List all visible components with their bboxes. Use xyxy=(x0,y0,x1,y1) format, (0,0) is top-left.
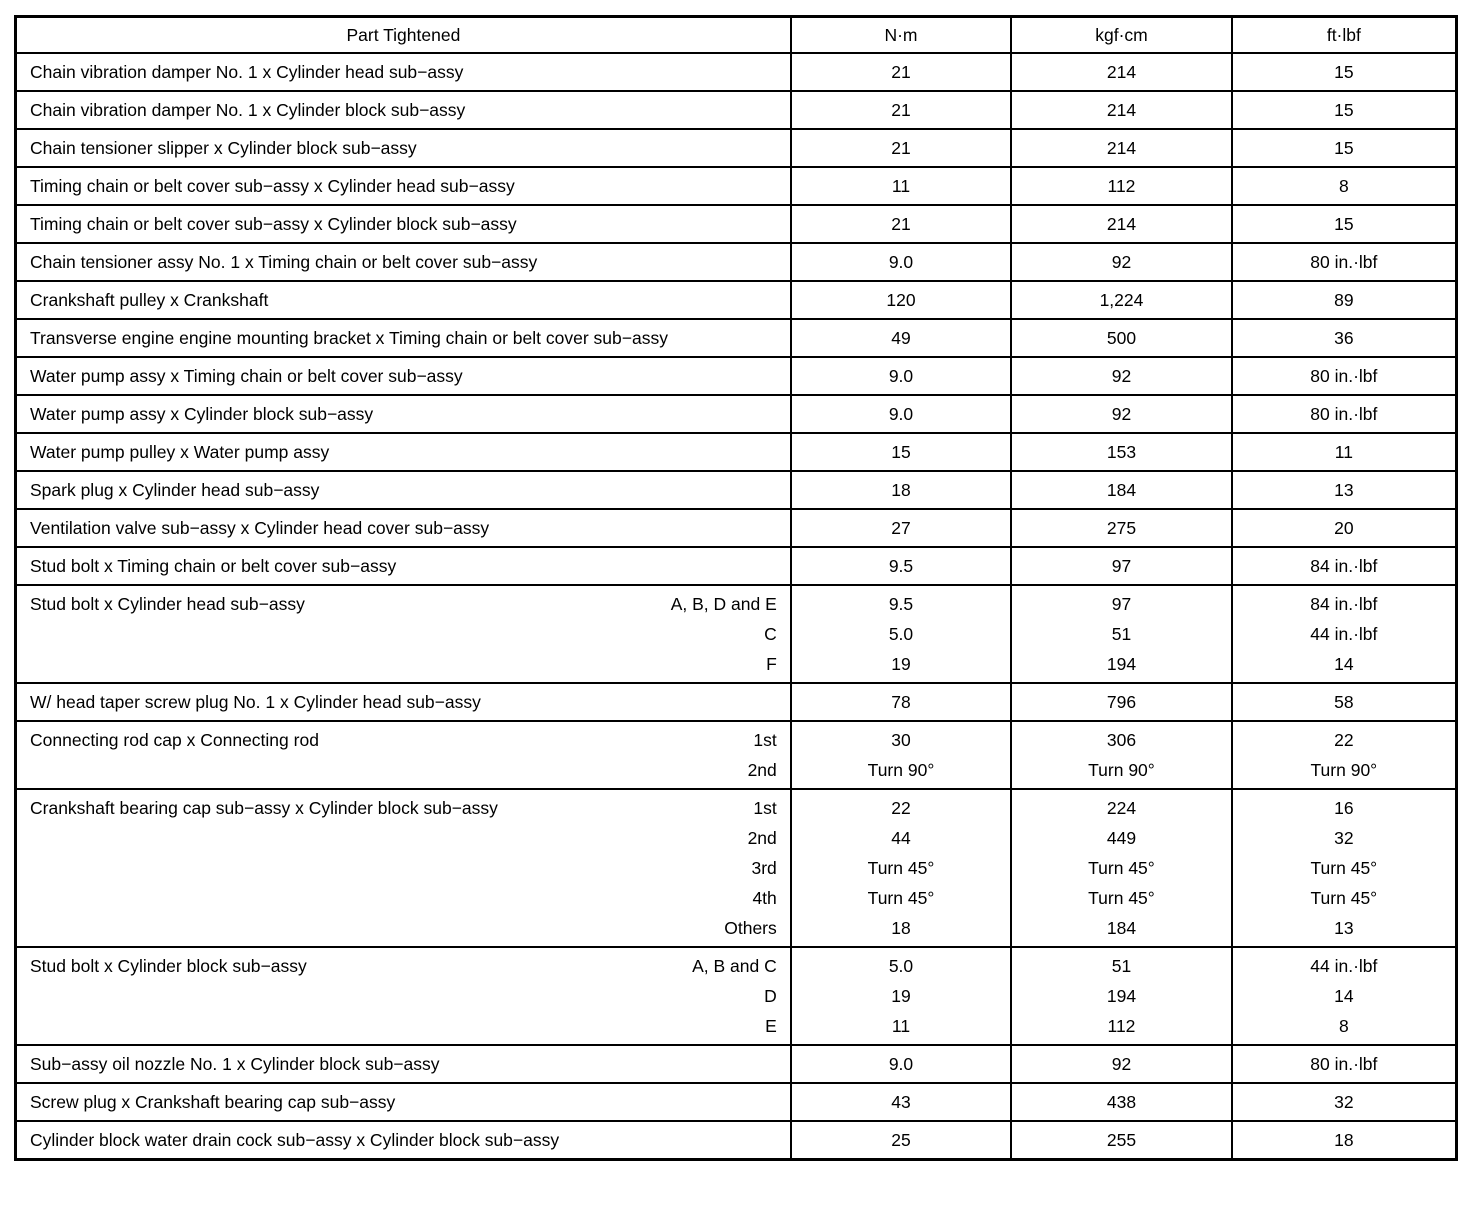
nm-value-cell xyxy=(791,243,1011,281)
table-row xyxy=(16,205,1457,243)
table-row xyxy=(16,281,1457,319)
value-line: 214 xyxy=(1106,62,1137,82)
condition-label: 1st xyxy=(753,730,777,750)
value-line: 184 xyxy=(1106,918,1137,938)
value-line: 9.0 xyxy=(888,1054,914,1074)
condition-label: D xyxy=(764,986,777,1006)
part-line xyxy=(30,793,777,823)
value-line: 92 xyxy=(1111,1054,1132,1074)
part-cell xyxy=(16,243,791,281)
kgfcm-value-cell xyxy=(1011,721,1231,789)
kgfcm-value-cell xyxy=(1011,1121,1231,1160)
part-label: Chain tensioner slipper x Cylinder block sub−assy xyxy=(30,138,417,158)
value-line: Turn 45° xyxy=(1310,858,1378,878)
nm-value-cell xyxy=(791,947,1011,1045)
ftlbf-value-cell xyxy=(1232,547,1457,585)
part-cell xyxy=(16,721,791,789)
value-line: 8 xyxy=(1338,1016,1349,1036)
part-label: Chain vibration damper No. 1 x Cylinder head sub−assy xyxy=(30,62,464,82)
value-line: 15 xyxy=(1334,138,1354,158)
value-line: 112 xyxy=(1107,1016,1136,1036)
value-line: 20 xyxy=(1334,518,1354,538)
value-line: 21 xyxy=(891,214,911,234)
value-line: 18 xyxy=(891,918,911,938)
kgfcm-value-cell xyxy=(1011,243,1231,281)
value-line: 9.0 xyxy=(888,252,914,272)
value-line: 224 xyxy=(1106,798,1137,818)
table-row xyxy=(16,167,1457,205)
condition-label: 3rd xyxy=(751,858,777,878)
part-label: Spark plug x Cylinder head sub−assy xyxy=(30,480,320,500)
value-line: 51 xyxy=(1111,956,1132,976)
kgfcm-value-cell xyxy=(1011,947,1231,1045)
part-label: Connecting rod cap x Connecting rod xyxy=(30,730,319,750)
kgfcm-value-cell xyxy=(1011,357,1231,395)
ftlbf-value-cell xyxy=(1232,53,1457,91)
value-line: 30 xyxy=(891,730,911,750)
value-line: 11 xyxy=(891,1016,911,1036)
value-line: 14 xyxy=(1334,986,1354,1006)
value-line: Turn 45° xyxy=(1310,888,1378,908)
value-line: 194 xyxy=(1106,986,1137,1006)
value-line: 22 xyxy=(1334,730,1354,750)
condition-label: Others xyxy=(724,918,777,938)
table-row xyxy=(16,471,1457,509)
part-label: Chain vibration damper No. 1 x Cylinder block sub−assy xyxy=(30,100,466,120)
value-line: 49 xyxy=(891,328,911,348)
nm-value-cell xyxy=(791,683,1011,721)
kgfcm-value-cell xyxy=(1011,683,1231,721)
table-row xyxy=(16,683,1457,721)
nm-value-cell xyxy=(791,357,1011,395)
value-line: 15 xyxy=(1334,62,1354,82)
ftlbf-value-cell xyxy=(1232,205,1457,243)
value-line: 32 xyxy=(1334,1092,1354,1112)
part-cell xyxy=(16,357,791,395)
nm-value-cell xyxy=(791,319,1011,357)
part-cell xyxy=(16,205,791,243)
condition-label: 1st xyxy=(753,798,777,818)
table-row xyxy=(16,319,1457,357)
part-cell xyxy=(16,1083,791,1121)
column-header-kgfcm: kgf·cm xyxy=(1011,17,1231,54)
ftlbf-value-cell xyxy=(1232,585,1457,683)
ftlbf-value-cell xyxy=(1232,319,1457,357)
part-cell xyxy=(16,947,791,1045)
ftlbf-value-cell xyxy=(1232,433,1457,471)
part-cell xyxy=(16,1045,791,1083)
ftlbf-value-cell xyxy=(1232,395,1457,433)
ftlbf-value-cell xyxy=(1232,947,1457,1045)
value-line: 15 xyxy=(1334,100,1354,120)
value-line: 214 xyxy=(1106,100,1137,120)
value-line: 449 xyxy=(1106,828,1137,848)
table-row xyxy=(16,789,1457,947)
nm-value-cell xyxy=(791,53,1011,91)
nm-value-cell xyxy=(791,395,1011,433)
value-line: 796 xyxy=(1106,692,1137,712)
nm-value-cell xyxy=(791,547,1011,585)
value-line: 9.5 xyxy=(888,594,914,614)
condition-label: E xyxy=(765,1016,777,1036)
ftlbf-value-cell xyxy=(1232,509,1457,547)
value-line: 5.0 xyxy=(888,624,914,644)
value-line: 84 in.·lbf xyxy=(1310,594,1378,614)
table-row xyxy=(16,91,1457,129)
part-cell xyxy=(16,471,791,509)
part-cell xyxy=(16,167,791,205)
value-line: Turn 45° xyxy=(867,858,935,878)
table-row xyxy=(16,1083,1457,1121)
part-label: Water pump pulley x Water pump assy xyxy=(30,442,330,462)
value-line: Turn 45° xyxy=(1088,888,1155,908)
part-label: Water pump assy x Timing chain or belt cover sub−assy xyxy=(30,366,463,386)
kgfcm-value-cell xyxy=(1011,319,1231,357)
ftlbf-value-cell xyxy=(1232,1083,1457,1121)
value-line: 44 in.·lbf xyxy=(1310,624,1378,644)
part-line xyxy=(30,725,777,755)
part-label: Stud bolt x Cylinder head sub−assy xyxy=(30,594,305,614)
part-label: Stud bolt x Timing chain or belt cover sub−assy xyxy=(30,556,397,576)
table-row xyxy=(16,1045,1457,1083)
nm-value-cell xyxy=(791,1083,1011,1121)
nm-value-cell xyxy=(791,433,1011,471)
condition-label: A, B and C xyxy=(692,956,777,976)
value-line: 44 in.·lbf xyxy=(1310,956,1378,976)
value-line: 21 xyxy=(891,62,911,82)
value-line: 18 xyxy=(1334,1130,1354,1150)
part-cell xyxy=(16,789,791,947)
kgfcm-value-cell xyxy=(1011,1083,1231,1121)
value-line: 15 xyxy=(1334,214,1354,234)
value-line: Turn 90° xyxy=(867,760,935,780)
part-cell xyxy=(16,91,791,129)
part-cell xyxy=(16,319,791,357)
table-row xyxy=(16,129,1457,167)
value-line: 5.0 xyxy=(888,956,914,976)
kgfcm-value-cell xyxy=(1011,129,1231,167)
ftlbf-value-cell xyxy=(1232,129,1457,167)
value-line: 51 xyxy=(1111,624,1132,644)
value-line: 120 xyxy=(886,290,916,310)
table-row xyxy=(16,433,1457,471)
value-line: 58 xyxy=(1334,692,1354,712)
table-body xyxy=(16,53,1457,1160)
part-label: Stud bolt x Cylinder block sub−assy xyxy=(30,956,307,976)
value-line: 438 xyxy=(1106,1092,1137,1112)
kgfcm-value-cell xyxy=(1011,53,1231,91)
table-row xyxy=(16,509,1457,547)
value-line: 97 xyxy=(1111,556,1132,576)
part-label: Cylinder block water drain cock sub−assy x Cylinder block sub−assy xyxy=(30,1130,560,1150)
table-row xyxy=(16,547,1457,585)
ftlbf-value-cell xyxy=(1232,1121,1457,1160)
ftlbf-value-cell xyxy=(1232,243,1457,281)
value-line: 14 xyxy=(1334,654,1354,674)
kgfcm-value-cell xyxy=(1011,509,1231,547)
value-line: 92 xyxy=(1111,366,1132,386)
value-line: 9.5 xyxy=(888,556,914,576)
value-line: 13 xyxy=(1334,480,1354,500)
value-line: 84 in.·lbf xyxy=(1310,556,1378,576)
value-line: 43 xyxy=(891,1092,911,1112)
table-row xyxy=(16,357,1457,395)
value-line: 18 xyxy=(891,480,911,500)
table-row xyxy=(16,395,1457,433)
value-line: 306 xyxy=(1106,730,1137,750)
value-line: 153 xyxy=(1106,442,1137,462)
value-line: 19 xyxy=(891,654,911,674)
kgfcm-value-cell xyxy=(1011,91,1231,129)
part-cell xyxy=(16,53,791,91)
part-label: Screw plug x Crankshaft bearing cap sub−assy xyxy=(30,1092,396,1112)
kgfcm-value-cell xyxy=(1011,205,1231,243)
condition-label: C xyxy=(764,624,777,644)
value-line: 21 xyxy=(891,100,911,120)
value-line: 112 xyxy=(1107,176,1136,196)
value-line: 184 xyxy=(1106,480,1137,500)
value-line: 92 xyxy=(1111,404,1132,424)
value-line: Turn 45° xyxy=(867,888,935,908)
value-line: Turn 45° xyxy=(1088,858,1155,878)
value-line: 19 xyxy=(891,986,911,1006)
part-line xyxy=(30,951,777,981)
ftlbf-value-cell xyxy=(1232,721,1457,789)
part-label: Timing chain or belt cover sub−assy x Cylinder block sub−assy xyxy=(30,214,517,234)
table-row xyxy=(16,721,1457,789)
part-label: W/ head taper screw plug No. 1 x Cylinder head sub−assy xyxy=(30,692,481,712)
table-row xyxy=(16,1121,1457,1160)
torque-spec-table xyxy=(14,15,1458,1161)
part-cell xyxy=(16,395,791,433)
value-line: Turn 90° xyxy=(1088,760,1155,780)
part-label: Water pump assy x Cylinder block sub−assy xyxy=(30,404,374,424)
value-line: Turn 90° xyxy=(1310,760,1378,780)
ftlbf-value-cell xyxy=(1232,91,1457,129)
kgfcm-value-cell xyxy=(1011,433,1231,471)
table-row xyxy=(16,53,1457,91)
value-line: 36 xyxy=(1334,328,1354,348)
value-line: 80 in.·lbf xyxy=(1310,252,1378,272)
part-label: Sub−assy oil nozzle No. 1 x Cylinder block sub−assy xyxy=(30,1054,440,1074)
value-line: 78 xyxy=(891,692,911,712)
nm-value-cell xyxy=(791,509,1011,547)
part-label: Ventilation valve sub−assy x Cylinder head cover sub−assy xyxy=(30,518,490,538)
value-line: 80 in.·lbf xyxy=(1310,366,1378,386)
part-cell xyxy=(16,433,791,471)
kgfcm-value-cell xyxy=(1011,395,1231,433)
part-label: Timing chain or belt cover sub−assy x Cylinder head sub−assy xyxy=(30,176,515,196)
value-line: 89 xyxy=(1334,290,1354,310)
nm-value-cell xyxy=(791,1121,1011,1160)
condition-label: F xyxy=(766,654,777,674)
column-header-nm: N·m xyxy=(791,17,1011,54)
ftlbf-value-cell xyxy=(1232,789,1457,947)
nm-value-cell xyxy=(791,281,1011,319)
part-label: Chain tensioner assy No. 1 x Timing chain or belt cover sub−assy xyxy=(30,252,538,272)
value-line: 80 in.·lbf xyxy=(1310,1054,1378,1074)
ftlbf-value-cell xyxy=(1232,167,1457,205)
value-line: 214 xyxy=(1106,214,1137,234)
table-row xyxy=(16,243,1457,281)
value-line: 21 xyxy=(891,138,911,158)
value-line: 15 xyxy=(891,442,911,462)
value-line: 80 in.·lbf xyxy=(1310,404,1378,424)
ftlbf-value-cell xyxy=(1232,357,1457,395)
part-cell xyxy=(16,585,791,683)
condition-label: A, B, D and E xyxy=(670,594,777,614)
value-line: 255 xyxy=(1106,1130,1137,1150)
condition-label: 2nd xyxy=(747,828,777,848)
part-label: Crankshaft pulley x Crankshaft xyxy=(30,290,269,310)
nm-value-cell xyxy=(791,585,1011,683)
nm-value-cell xyxy=(791,471,1011,509)
kgfcm-value-cell xyxy=(1011,585,1231,683)
ftlbf-value-cell xyxy=(1232,471,1457,509)
value-line: 9.0 xyxy=(888,366,914,386)
value-line: 8 xyxy=(1338,176,1349,196)
value-line: 214 xyxy=(1106,138,1137,158)
kgfcm-value-cell xyxy=(1011,281,1231,319)
part-cell xyxy=(16,547,791,585)
table-row xyxy=(16,947,1457,1045)
value-line: 97 xyxy=(1111,594,1132,614)
value-line: 9.0 xyxy=(888,404,914,424)
value-line: 25 xyxy=(891,1130,911,1150)
ftlbf-value-cell xyxy=(1232,1045,1457,1083)
value-line: 1,224 xyxy=(1099,290,1144,310)
nm-value-cell xyxy=(791,167,1011,205)
nm-value-cell xyxy=(791,205,1011,243)
kgfcm-value-cell xyxy=(1011,789,1231,947)
part-cell xyxy=(16,129,791,167)
value-line: 16 xyxy=(1334,798,1354,818)
value-line: 194 xyxy=(1106,654,1137,674)
part-cell xyxy=(16,1121,791,1160)
part-label: Crankshaft bearing cap sub−assy x Cylinder block sub−assy xyxy=(30,798,498,818)
value-line: 11 xyxy=(1334,442,1353,462)
column-header-ftlbf: ft·lbf xyxy=(1232,17,1457,54)
value-line: 11 xyxy=(891,176,911,196)
kgfcm-value-cell xyxy=(1011,167,1231,205)
value-line: 275 xyxy=(1106,518,1137,538)
ftlbf-value-cell xyxy=(1232,281,1457,319)
value-line: 44 xyxy=(891,828,911,848)
part-line xyxy=(30,589,777,619)
nm-value-cell xyxy=(791,129,1011,167)
value-line: 92 xyxy=(1111,252,1132,272)
kgfcm-value-cell xyxy=(1011,471,1231,509)
part-cell xyxy=(16,683,791,721)
nm-value-cell xyxy=(791,721,1011,789)
part-cell xyxy=(16,509,791,547)
kgfcm-value-cell xyxy=(1011,547,1231,585)
part-label: Transverse engine engine mounting bracket x Timing chain or belt cover sub−assy xyxy=(30,328,668,348)
kgfcm-value-cell xyxy=(1011,1045,1231,1083)
nm-value-cell xyxy=(791,91,1011,129)
ftlbf-value-cell xyxy=(1232,683,1457,721)
header-row xyxy=(16,17,1457,54)
nm-value-cell xyxy=(791,789,1011,947)
value-line: 27 xyxy=(891,518,911,538)
nm-value-cell xyxy=(791,1045,1011,1083)
table-row xyxy=(16,585,1457,683)
part-cell xyxy=(16,281,791,319)
value-line: 22 xyxy=(891,798,911,818)
value-line: 500 xyxy=(1106,328,1137,348)
condition-label: 4th xyxy=(752,888,777,908)
value-line: 13 xyxy=(1334,918,1354,938)
column-header-part-tightened: Part Tightened xyxy=(16,17,791,54)
condition-label: 2nd xyxy=(747,760,777,780)
value-line: 32 xyxy=(1334,828,1354,848)
